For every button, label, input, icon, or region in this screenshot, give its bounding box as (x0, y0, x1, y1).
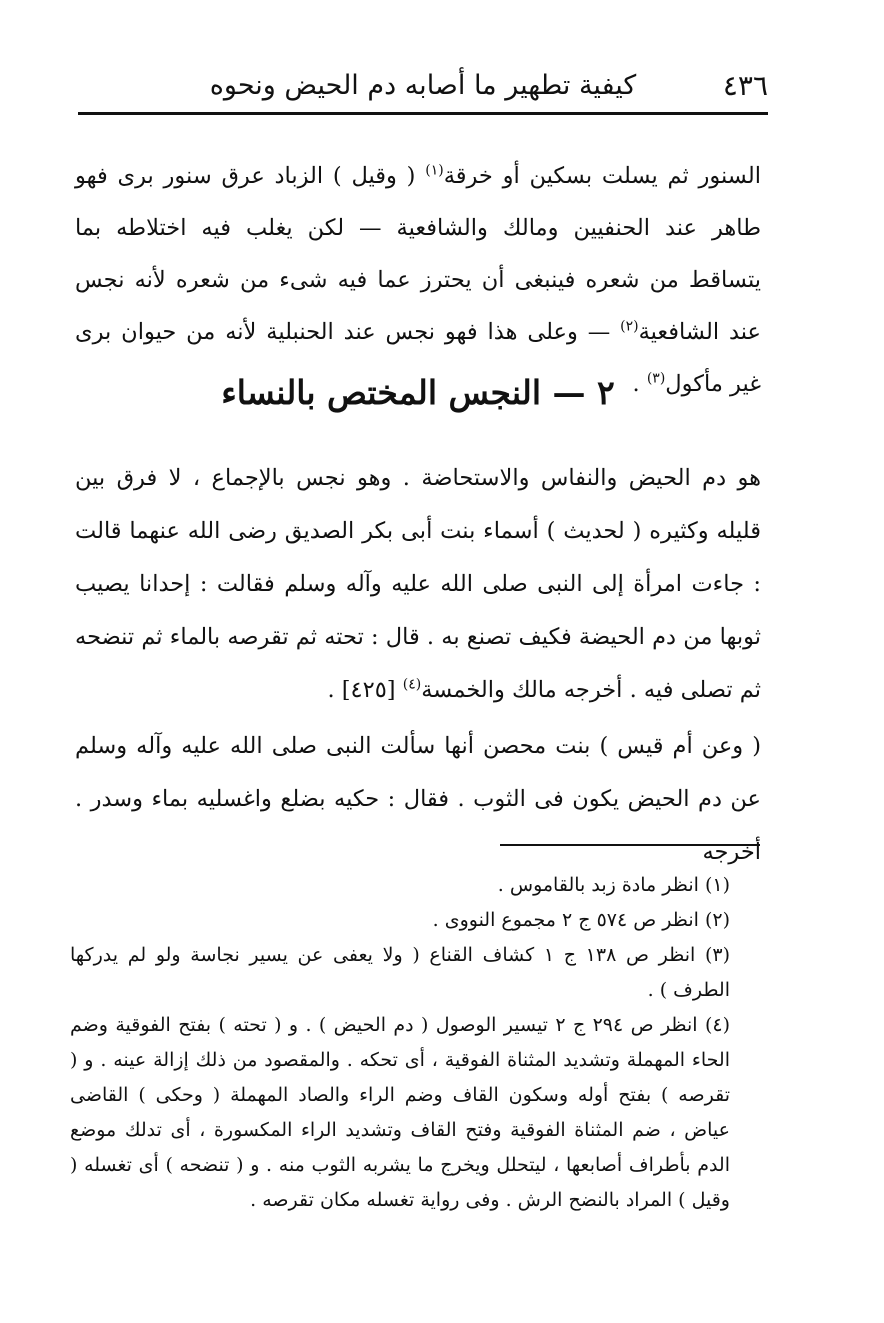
paragraph-text: السنور ثم يسلت بسكين أو خرقة (443, 163, 761, 189)
footnote-4: (٤) انظر ص ٢٩٤ ج ٢ تيسير الوصول ( دم الحيض ) . و ( تحته ) بفتح الفوقية وضم الحاء المهملة وتشديد المثناة الفوقية ، أى تحكه . والمقصود من ذلك إزالة عينه . و ( تقرصه ) بفتح أوله وسكون القاف وضم الراء والصاد المهملة ( وحكى ) القاضى عياض ، ضم المثناة الفوقية وفتح القاف وتشديد الراء المكسورة ، أى تدلك موضع الدم بأطراف أصابعها ، ليتحلل ويخرج ما يشربه الثوب منه . و ( تنضحه ) أى تغسله ( وقيل ) المراد بالنضح الرش . وفى رواية تغسله مكان تقرصه . (70, 1014, 731, 1211)
footnote-2: (٢) انظر ص ٥٧٤ ج ٢ مجموع النووى . (432, 909, 730, 931)
footnote-1: (١) انظر مادة زبد بالقاموس . (497, 874, 730, 896)
section-heading: ٢ — النجس المختص بالنساء (221, 373, 615, 412)
footnotes (70, 868, 760, 1218)
paragraph-text: — وعلى هذا فهو نجس عند الحنبلية لأنه من حيوان برى غير مأكول (75, 319, 761, 397)
paragraph-umm-qays (75, 720, 791, 879)
paragraph-text: ( وعن أم قيس ) بنت محصن أنها سألت النبى صلى الله عليه وآله وسلم عن دم الحيض يكون فى الثوب . فقال : حكيه بضلع واغسليه بماء وسدر . أخرجه (75, 733, 761, 865)
footnote-ref-4: (٤) (402, 676, 422, 693)
paragraph-text: ( وقيل ) الزباد عرق سنور برى فهو طاهر عند الحنفيين ومالك والشافعية — لكن يغلب فيه اختلاطه بما يتساقط من شعره فينبغى أن يحترز عما فيه شىء من شعره لأنه نجس عند الشافعية (75, 163, 761, 345)
page-header (78, 66, 768, 115)
footnote-3: (٣) انظر ص ١٣٨ ج ١ كشاف القناع ( ولا يعفى عن يسير نجاسة ولو لم يدركها الطرف ) . (70, 944, 731, 1001)
paragraph-text: . (632, 371, 647, 397)
footnote-ref-1: (١) (425, 162, 444, 179)
paragraph-text: هو دم الحيض والنفاس والاستحاضة . وهو نجس بالإجماع ، لا فرق بين قليله وكثيره ( لحديث ) أسماء بنت أبى بكر الصديق رضى الله عنهما قالت : جاءت امرأة إلى النبى صلى الله عليه وآله وسلم فقالت : إحدانا يصيب ثوبها من دم الحيضة فكيف تصنع به . قال : تحته ثم تقرصه بالماء ثم تنضحه ثم تصلى فيه . أخرجه مالك والخمسة (75, 465, 761, 703)
paragraph-menstrual-blood (75, 452, 791, 717)
paragraph-text: [٤٢٥] . (327, 677, 403, 703)
footnote-ref-2: (٢) (620, 318, 639, 335)
footnote-ref-3: (٣) (646, 370, 666, 387)
running-title: كيفية تطهير ما أصابه دم الحيض ونحوه (209, 70, 637, 101)
footnote-divider (500, 844, 760, 846)
page-number: ٤٣٦ (722, 69, 768, 102)
